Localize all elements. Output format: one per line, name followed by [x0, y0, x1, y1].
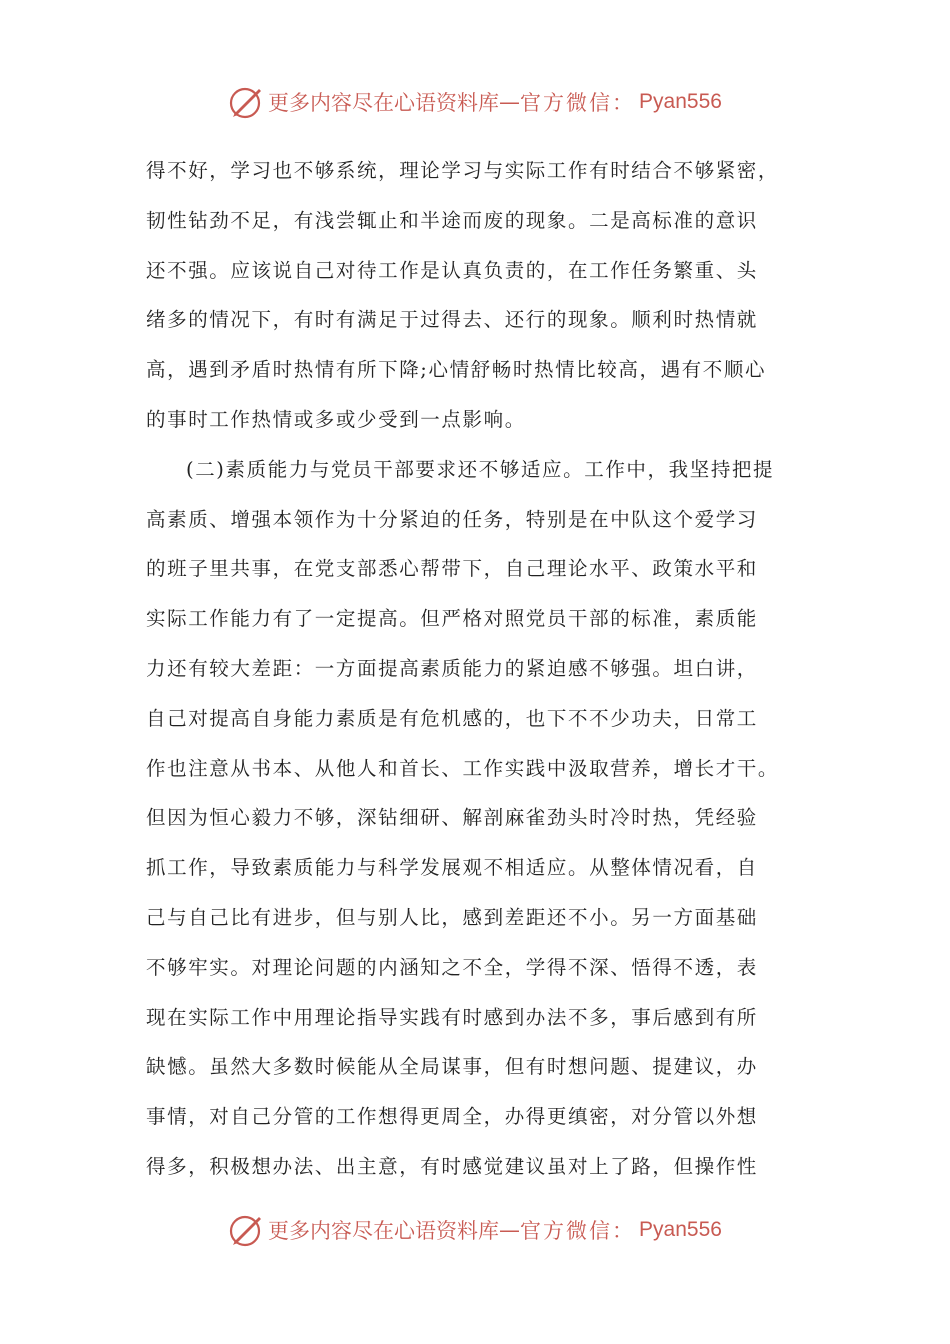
text-line: 自己对提高自身能力素质是有危机感的，也下不不少功夫，日常工	[146, 706, 758, 730]
text-line: 实际工作能力有了一定提高。但严格对照党员干部的标准，素质能	[146, 607, 758, 631]
text-line: 但因为恒心毅力不够，深钻细研、解剖麻雀劲头时冷时热，凭经验	[146, 806, 758, 830]
text-line: 己与自己比有进步，但与别人比，感到差距还不小。另一方面基础	[146, 905, 758, 929]
header-watermark	[0, 82, 950, 122]
text-line: 还不强。应该说自己对待工作是认真负责的，在工作任务繁重、头	[146, 258, 758, 282]
text-line: 抓工作，导致素质能力与科学发展观不相适应。从整体情况看，自	[146, 856, 758, 880]
text-line: 事情，对自己分管的工作想得更周全，办得更缜密，对分管以外想	[146, 1105, 758, 1129]
watermark-site-text: 更多内容尽在心语资料库	[268, 91, 500, 115]
watermark-wechat-id: Pyan556	[639, 1218, 722, 1241]
text-line: 高，遇到矛盾时热情有所下降;心情舒畅时热情比较高，遇有不顺心	[146, 358, 767, 382]
watermark-label: 官方微信：	[520, 91, 636, 115]
watermark-dash: —	[499, 90, 521, 114]
paragraph-1	[146, 146, 806, 445]
watermark-wechat-id: Pyan556	[639, 90, 722, 113]
text-line: 的事时工作热情或多或少受到一点影响。	[146, 407, 526, 431]
text-line: 作也注意从书本、从他人和首长、工作实践中汲取营养，增长才干。	[146, 756, 780, 780]
text-line: 力还有较大差距：一方面提高素质能力的紧迫感不够强。坦白讲，	[146, 656, 758, 680]
watermark-site-text: 更多内容尽在心语资料库	[268, 1219, 500, 1243]
pen-logo-icon	[228, 84, 264, 120]
text-line: 绪多的情况下，有时有满足于过得去、还行的现象。顺利时热情就	[146, 308, 758, 332]
text-line: (二)素质能力与党员干部要求还不够适应。工作中，我坚持把提	[186, 457, 775, 481]
watermark-label: 官方微信：	[520, 1219, 636, 1243]
text-line: 得不好，学习也不够系统，理论学习与实际工作有时结合不够紧密，	[146, 159, 780, 182]
text-line: 现在实际工作中用理论指导实践有时感到办法不多，事后感到有所	[146, 1005, 758, 1029]
watermark-dash: —	[499, 1218, 521, 1242]
text-line: 的班子里共事，在党支部悉心帮带下，自己理论水平、政策水平和	[146, 557, 758, 581]
pen-logo-icon	[228, 1212, 264, 1248]
text-line: 不够牢实。对理论问题的内涵知之不全，学得不深、悟得不透，表	[146, 955, 758, 979]
document-body	[146, 146, 806, 1192]
footer-watermark	[0, 1210, 950, 1250]
text-line: 韧性钻劲不足，有浅尝辄止和半途而废的现象。二是高标准的意识	[146, 208, 758, 232]
text-line: 缺憾。虽然大多数时候能从全局谋事，但有时想问题、提建议，办	[146, 1055, 758, 1079]
text-line: 得多，积极想办法、出主意，有时感觉建议虽对上了路，但操作性	[146, 1154, 758, 1178]
text-line: 高素质、增强本领作为十分紧迫的任务，特别是在中队这个爱学习	[146, 507, 758, 531]
paragraph-2	[146, 445, 806, 1192]
